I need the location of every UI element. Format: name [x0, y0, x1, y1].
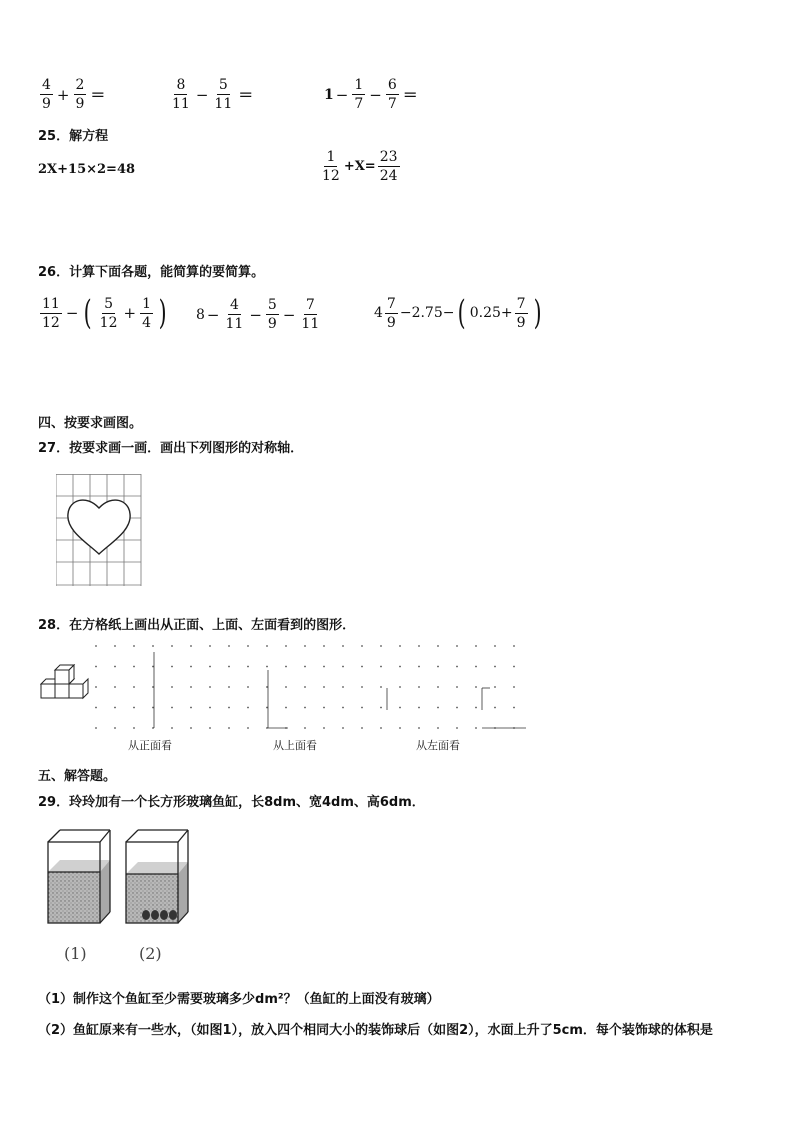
- grid-dot: [171, 666, 173, 668]
- grid-dot: [304, 707, 306, 709]
- grid-dot: [437, 707, 439, 709]
- grid-dot: [323, 686, 325, 688]
- fig-label-1: (1): [64, 944, 87, 963]
- grid-dot: [133, 666, 135, 668]
- grid-dot: [304, 686, 306, 688]
- grid-dot: [513, 707, 515, 709]
- operator: +: [56, 85, 70, 104]
- fraction: $\frac{7}{9}$: [386, 295, 396, 331]
- grid-dot: [114, 707, 116, 709]
- grid-dot: [190, 666, 192, 668]
- q26-title: 26．计算下面各题，能简算的要简算。: [38, 265, 265, 280]
- grid-dot: [342, 707, 344, 709]
- equals-sign: ＝: [238, 86, 254, 104]
- grid-dot: [285, 686, 287, 688]
- section-5-title: 五、解答题。: [38, 769, 117, 784]
- q25-title: 25．解方程: [38, 129, 109, 144]
- grid-dot: [171, 707, 173, 709]
- grid-dot: [494, 707, 496, 709]
- expr-row24-1: [38, 78, 107, 111]
- grid-dot: [361, 686, 363, 688]
- grid-dot: [304, 666, 306, 668]
- grid-dot: [380, 666, 382, 668]
- left-paren: (: [84, 293, 93, 333]
- grid-dot: [209, 645, 211, 647]
- fraction: $\frac{4}{9}$: [42, 77, 51, 112]
- grid-dot: [133, 727, 135, 729]
- grid-dot: [304, 727, 306, 729]
- grid-dot: [247, 686, 249, 688]
- fraction: $\frac{5}{11}$: [214, 77, 233, 112]
- grid-dot: [247, 645, 249, 647]
- grid-dot: [190, 707, 192, 709]
- grid-dot: [228, 666, 230, 668]
- equals-sign: ＝: [402, 86, 418, 104]
- grid-dot: [95, 707, 97, 709]
- operator: −: [65, 304, 79, 322]
- grid-dot: [95, 666, 97, 668]
- grid-dot: [361, 645, 363, 647]
- grid-dot: [133, 707, 135, 709]
- dotted-grid-paper[interactable]: [92, 640, 528, 732]
- fraction: $\frac{2}{9}$: [75, 77, 85, 112]
- grid-dot: [190, 727, 192, 729]
- fraction: $\frac{11}{12}$: [42, 295, 60, 331]
- grid-dot: [266, 645, 268, 647]
- grid-dot: [380, 686, 382, 688]
- expression-inner: 0.25+: [469, 305, 513, 321]
- grid-dot: [513, 645, 515, 647]
- q25-equation-1: 2X+15×2=48: [38, 162, 136, 177]
- operator: −: [195, 85, 209, 104]
- grid-dot: [475, 707, 477, 709]
- right-paren: ): [533, 293, 542, 333]
- cubes-figure: [40, 664, 92, 704]
- q25-equation-2: [318, 150, 402, 183]
- grid-dot: [437, 645, 439, 647]
- operator: −: [206, 305, 220, 324]
- grid-dot: [399, 686, 401, 688]
- grid-dot: [456, 645, 458, 647]
- q28-title: 28．在方格纸上画出从正面、上面、左面看到的图形．: [38, 618, 356, 633]
- grid-dot: [133, 645, 135, 647]
- grid-dot: [304, 645, 306, 647]
- equals-sign: ＝: [90, 86, 106, 104]
- whole-number: 4: [374, 305, 383, 321]
- grid-dot: [209, 686, 211, 688]
- grid-dot: [418, 645, 420, 647]
- grid-dot: [437, 686, 439, 688]
- grid-dot: [399, 645, 401, 647]
- heart-grid-figure: [56, 474, 142, 586]
- operator: −: [369, 85, 382, 104]
- q26-expr-3: [374, 293, 545, 333]
- fraction: $\frac{5}{9}$: [267, 297, 277, 332]
- grid-dot: [361, 707, 363, 709]
- grid-dot: [323, 707, 325, 709]
- expr-row24-3: [324, 78, 420, 111]
- grid-dot: [323, 645, 325, 647]
- view-label-top: 从上面看: [273, 739, 317, 752]
- operator: −: [282, 305, 296, 324]
- grid-dot: [152, 645, 154, 647]
- fraction: $\frac{1}{7}$: [354, 77, 364, 112]
- grid-dot: [342, 727, 344, 729]
- q29-title: 29．玲玲加有一个长方形玻璃鱼缸，长8dm、宽4dm、高6dm．: [38, 795, 425, 810]
- grid-dot: [456, 666, 458, 668]
- grid-dot: [475, 666, 477, 668]
- fraction: $\frac{4}{11}$: [225, 297, 244, 332]
- grid-dot: [114, 686, 116, 688]
- grid-dot: [228, 707, 230, 709]
- fish-tank-2: [126, 830, 188, 923]
- grid-dot: [171, 686, 173, 688]
- grid-dot: [494, 645, 496, 647]
- grid-dot: [399, 727, 401, 729]
- grid-dot: [228, 686, 230, 688]
- fraction: $\frac{5}{12}$: [99, 295, 118, 331]
- whole-number: 1: [324, 86, 334, 103]
- expr-row24-2: [168, 78, 255, 111]
- grid-dot: [475, 686, 477, 688]
- view-label-front: 从正面看: [128, 739, 172, 752]
- right-paren: ): [158, 293, 167, 333]
- grid-dot: [323, 666, 325, 668]
- q29-sub2: （2）鱼缸原来有一些水，（如图1），放入四个相同大小的装饰球后（如图2），水面上升了5cm．每个装饰球的体积是: [38, 1023, 713, 1038]
- fraction: $\frac{7}{11}$: [301, 297, 320, 332]
- fig-label-2: (2): [139, 944, 162, 963]
- operator: +: [123, 304, 137, 322]
- whole-number: 8: [196, 306, 205, 323]
- grid-dot: [285, 666, 287, 668]
- grid-dot: [114, 645, 116, 647]
- grid-dot: [342, 666, 344, 668]
- grid-dot: [513, 666, 515, 668]
- grid-dot: [361, 727, 363, 729]
- q26-expr-1: [38, 293, 170, 333]
- fish-tank-1: [48, 830, 110, 923]
- expression-middle: −2.75−: [399, 305, 455, 321]
- q29-sub1: （1）制作这个鱼缸至少需要玻璃多少dm²？（鱼缸的上面没有玻璃）: [38, 992, 440, 1007]
- view-label-left: 从左面看: [416, 739, 460, 752]
- grid-dot: [285, 707, 287, 709]
- grid-dot: [380, 645, 382, 647]
- grid-dot: [456, 727, 458, 729]
- grid-dot: [475, 645, 477, 647]
- grid-dot: [266, 666, 268, 668]
- grid-dot: [133, 686, 135, 688]
- grid-dot: [342, 686, 344, 688]
- grid-dot: [209, 707, 211, 709]
- grid-dot: [380, 707, 382, 709]
- grid-dot: [114, 727, 116, 729]
- grid-dot: [437, 666, 439, 668]
- grid-dot: [247, 727, 249, 729]
- grid-dot: [323, 727, 325, 729]
- grid-dot: [513, 686, 515, 688]
- grid-dot: [95, 727, 97, 729]
- left-paren: (: [458, 293, 467, 333]
- grid-dot: [456, 707, 458, 709]
- grid-dot: [418, 666, 420, 668]
- grid-dot: [95, 686, 97, 688]
- q26-expr-2: [196, 298, 323, 331]
- grid-dot: [228, 727, 230, 729]
- fraction: $\frac{1}{12}$: [322, 149, 340, 184]
- grid-dot: [494, 686, 496, 688]
- grid-dot: [95, 645, 97, 647]
- grid-dot: [285, 645, 287, 647]
- grid-dot: [418, 707, 420, 709]
- grid-dot: [361, 666, 363, 668]
- grid-dot: [171, 727, 173, 729]
- grid-dot: [228, 645, 230, 647]
- grid-dot: [190, 686, 192, 688]
- grid-dot: [190, 645, 192, 647]
- grid-dot: [380, 727, 382, 729]
- grid-dot: [171, 645, 173, 647]
- grid-dot: [494, 666, 496, 668]
- grid-dot: [418, 686, 420, 688]
- q27-title: 27．按要求画一画．画出下列图形的对称轴．: [38, 441, 304, 456]
- fraction: $\frac{1}{4}$: [142, 295, 151, 331]
- grid-dot: [247, 666, 249, 668]
- grid-dot: [437, 727, 439, 729]
- grid-dot: [399, 666, 401, 668]
- fraction: $\frac{23}{24}$: [379, 149, 398, 184]
- operator: −: [335, 85, 349, 104]
- operator: −: [249, 305, 262, 324]
- equation-middle: +X=: [343, 159, 376, 174]
- grid-dot: [342, 645, 344, 647]
- grid-dot: [475, 727, 477, 729]
- grid-dot: [209, 727, 211, 729]
- grid-dot: [247, 707, 249, 709]
- fraction: $\frac{8}{11}$: [172, 77, 190, 112]
- grid-dot: [456, 686, 458, 688]
- grid-dot: [418, 727, 420, 729]
- grid-dot: [209, 666, 211, 668]
- fraction: $\frac{7}{9}$: [516, 295, 526, 331]
- fish-tank-figures: [44, 828, 196, 928]
- fraction: $\frac{6}{7}$: [387, 77, 397, 112]
- grid-dot: [399, 707, 401, 709]
- grid-dot: [114, 666, 116, 668]
- section-4-title: 四、按要求画图。: [38, 416, 143, 431]
